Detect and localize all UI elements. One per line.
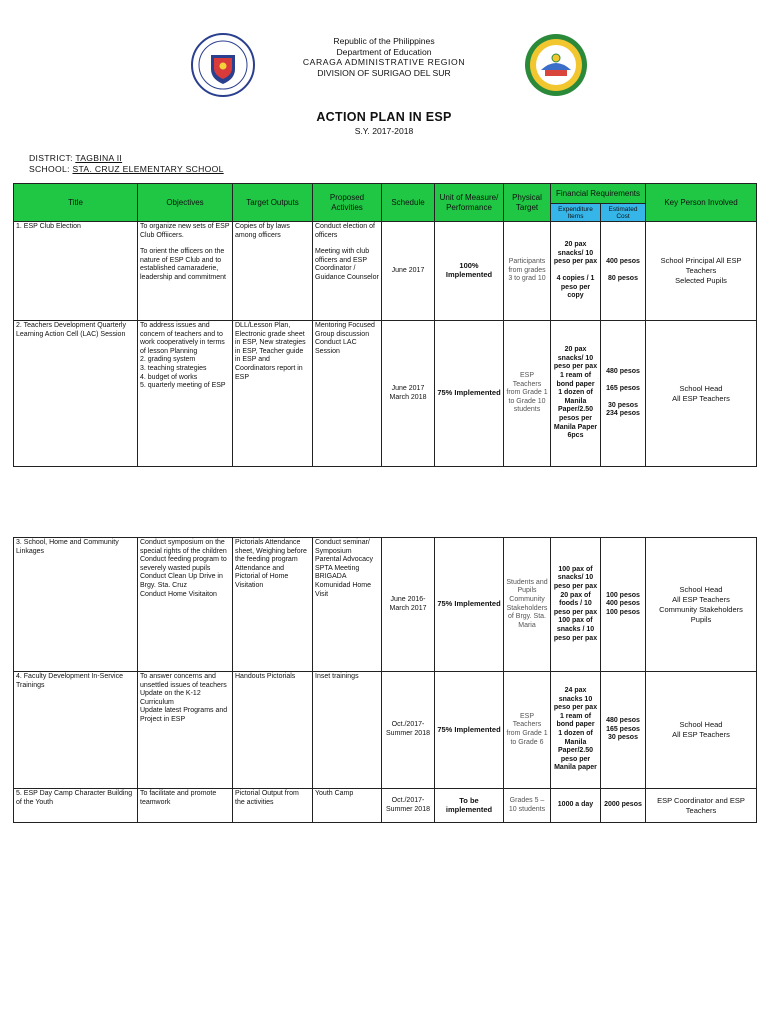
table-row <box>14 321 757 467</box>
document-title: ACTION PLAN IN ESP <box>316 110 452 124</box>
cell-key-person-line: All ESP Teachers <box>672 594 730 604</box>
cell-objectives-line: To address issues and concern of teachers and to work cooperatively in terms of lesson Planning <box>140 322 225 355</box>
cell-estimated-cost-line <box>603 394 643 402</box>
cell-title: 3. School, Home and Community Linkages <box>14 538 138 672</box>
cell-estimated-cost <box>601 321 646 467</box>
cell-physical-target: ESP Teachers from Grade 1 to Grade 6 <box>504 672 551 789</box>
table-row <box>14 789 757 823</box>
cell-expenditure-items <box>551 321 601 467</box>
cell-estimated-cost-line: 400 pesos <box>606 258 640 266</box>
col-header-title: Title <box>14 184 138 222</box>
cell-objectives-line: 2. grading system <box>140 356 196 364</box>
cell-key-person-line: All ESP Teachers <box>672 393 730 403</box>
cell-key-person-line: Community Stakeholders <box>659 604 743 614</box>
table-row <box>14 538 757 672</box>
cell-objectives <box>138 789 233 823</box>
cell-objectives-line: To orient the officers on the nature of ESP Club and to established camaraderie, leadership and commitment <box>140 248 226 281</box>
cell-estimated-cost-line: 2000 pesos <box>604 801 642 809</box>
letterhead-line-1: Republic of the Philippines <box>333 36 435 46</box>
cell-target-outputs-line: Copies of by laws among officers <box>235 223 290 239</box>
cell-estimated-cost-line <box>603 267 643 275</box>
cell-proposed-activities <box>313 538 382 672</box>
cell-expenditure-items <box>551 222 601 321</box>
cell-expenditure-items-line: 1 ream of bond paper <box>556 712 595 729</box>
letterhead <box>0 36 768 78</box>
cell-proposed-activities <box>313 789 382 823</box>
cell-key-person-line: School Head <box>679 584 723 594</box>
cell-proposed-activities-line: Meeting with club officers and ESP Coordinator / Guidance Counselor <box>315 248 379 281</box>
table-body <box>14 222 757 467</box>
cell-proposed-activities-line: Inset trainings <box>315 673 359 680</box>
cell-estimated-cost-line: 80 pesos <box>608 275 638 282</box>
cell-key-person-line: School Head <box>679 720 723 729</box>
cell-objectives-line: 3. teaching strategies <box>140 364 207 372</box>
cell-objectives <box>138 538 233 672</box>
cell-objectives-line: Update latest Programs and Project in ESP <box>140 707 228 723</box>
cell-expenditure-items-line: 100 pax of snacks / 10 peso per pax <box>553 617 598 642</box>
cell-schedule: Oct./2017- Summer 2018 <box>382 789 435 823</box>
cell-objectives-line: 4. budget of works <box>140 373 198 381</box>
cell-expenditure-items-line: 20 pax snacks/ 10 peso per pax <box>553 346 598 371</box>
cell-estimated-cost-line: 30 pesos 234 pesos <box>606 401 640 418</box>
cell-expenditure-items-line: 1 ream of bond paper <box>556 372 595 388</box>
cell-expenditure-items-line: 100 pax of snacks/ 10 peso per pax <box>553 565 598 591</box>
cell-estimated-cost-line: 100 pesos <box>606 591 640 599</box>
cell-physical-target: Grades 5 – 10 students <box>504 789 551 823</box>
cell-objectives-line: Update on the K-12 Curriculum <box>140 690 201 706</box>
cell-objectives-line: 5. quarterly meeting of ESP <box>140 382 226 390</box>
table-row <box>14 672 757 789</box>
cell-unit-of-measure: 100% Implemented <box>435 222 504 321</box>
cell-physical-target: Students and Pupils Community Stakeholders of Brgy. Sta. Maria <box>504 538 551 672</box>
cell-expenditure-items-line: 24 pax snacks 10 peso per pax <box>553 687 598 712</box>
col-header-objectives: Objectives <box>138 184 233 222</box>
cell-estimated-cost <box>601 222 646 321</box>
cell-key-person-line: School Principal All ESP Teachers <box>660 256 742 275</box>
cell-objectives <box>138 672 233 789</box>
cell-unit-of-measure: 75% Implemented <box>435 538 504 672</box>
cell-expenditure-items-line: 4 copies / 1 peso per copy <box>556 275 595 300</box>
col-header-key-person: Key Person Involved <box>646 184 757 222</box>
cell-key-person-line: ESP Coordinator and ESP Teachers <box>657 795 745 815</box>
cell-key-person <box>646 222 757 321</box>
cell-objectives-line: To answer concerns and unsettled issues of teachers <box>140 673 227 689</box>
cell-expenditure-items-line: 20 pax of foods / 10 peso per pax <box>553 591 598 616</box>
cell-schedule: June 2016- March 2017 <box>382 538 435 672</box>
cell-target-outputs <box>233 321 313 467</box>
cell-title: 5. ESP Day Camp Character Building of the Youth <box>14 789 138 823</box>
col-header-proposed-activities: Proposed Activities <box>313 184 382 222</box>
cell-objectives-line: Conduct Home Visitaiton <box>140 590 217 598</box>
cell-expenditure-items-line: 20 pax snacks/ 10 peso per pax <box>553 241 598 266</box>
cell-key-person-line: Selected Pupils <box>675 276 727 285</box>
cell-key-person-line: All ESP Teachers <box>672 730 730 739</box>
letterhead-line-2: Department of Education <box>336 46 432 57</box>
school-line <box>29 164 224 174</box>
col-header-physical-target: Physical Target <box>504 184 551 222</box>
cell-estimated-cost-line: 400 pesos <box>606 600 640 608</box>
col-header-schedule: Schedule <box>382 184 435 222</box>
cell-title: 2. Teachers Development Quarterly Learning Action Cell (LAC) Session <box>14 321 138 467</box>
cell-unit-of-measure: 75% Implemented <box>435 321 504 467</box>
cell-target-outputs <box>233 789 313 823</box>
cell-estimated-cost-line <box>603 377 643 385</box>
action-plan-table <box>13 183 757 467</box>
cell-estimated-cost <box>601 538 646 672</box>
cell-proposed-activities-line: Youth Camp <box>315 790 354 797</box>
school-label: SCHOOL: <box>29 164 70 174</box>
cell-unit-of-measure: 75% Implemented <box>435 672 504 789</box>
cell-objectives-line: Conduct symposium on the special rights of the children <box>140 539 227 555</box>
cell-target-outputs <box>233 222 313 321</box>
cell-target-outputs <box>233 538 313 672</box>
cell-target-outputs-line: Pictorials Attendance sheet, Weighing before the feeding program Attendance and Pictorial of Home Visitation <box>235 539 307 589</box>
cell-key-person-line: School Head <box>679 383 723 393</box>
cell-unit-of-measure: To be implemented <box>435 789 504 823</box>
cell-expenditure-items <box>551 672 601 789</box>
cell-target-outputs-line: Handouts Pictorials <box>235 673 296 680</box>
cell-estimated-cost-line: 165 pesos <box>606 384 640 392</box>
cell-proposed-activities-line <box>315 240 379 248</box>
cell-target-outputs <box>233 672 313 789</box>
cell-objectives <box>138 321 233 467</box>
col-header-unit-of-measure: Unit of Measure/ Performance <box>435 184 504 222</box>
cell-proposed-activities-line: Conduct election of officers <box>315 223 375 239</box>
letterhead-line-3: CARAGA ADMINISTRATIVE REGION <box>302 57 466 67</box>
cell-target-outputs-line: Pictorial Output from the activities <box>235 790 299 806</box>
cell-proposed-activities <box>313 321 382 467</box>
cell-estimated-cost-line: 100 pesos <box>606 608 640 616</box>
cell-estimated-cost-line: 30 pesos <box>608 734 638 742</box>
cell-expenditure-items-line: 1000 a day <box>557 801 594 809</box>
cell-schedule: June 2017 <box>382 222 435 321</box>
letterhead-line-4: DIVISION OF SURIGAO DEL SUR <box>317 67 451 78</box>
cell-proposed-activities <box>313 672 382 789</box>
cell-proposed-activities-line: Mentoring Focused Group discussion Conduct LAC Session <box>315 322 375 355</box>
cell-physical-target: ESP Teachers from Grade 1 to Grade 10 students <box>504 321 551 467</box>
cell-schedule: June 2017 March 2018 <box>382 321 435 467</box>
cell-key-person <box>646 672 757 789</box>
col-header-target-outputs: Target Outputs <box>233 184 313 222</box>
cell-objectives-line: To facilitate and promote teamwork <box>140 790 217 806</box>
cell-objectives-line: Conduct Clean Up Drive in Brgy. Sta. Cruz <box>140 573 223 589</box>
col-header-expenditure-items: Expenditure Items <box>551 204 601 222</box>
cell-proposed-activities-line: Conduct seminar/ Symposium Parental Advocacy SPTA Meeting BRIGADA Komunidad Home Visit <box>315 539 373 598</box>
school-year: S.Y. 2017-2018 <box>354 126 414 136</box>
cell-expenditure-items-line: 1 dozen of Manila Paper/2.50 peso per Manila paper <box>554 730 597 772</box>
cell-title: 1. ESP Club Election <box>14 222 138 321</box>
cell-estimated-cost <box>601 789 646 823</box>
district-line <box>29 153 122 163</box>
col-header-estimated-cost: Estimated Cost <box>601 204 646 222</box>
cell-objectives-line: Conduct feeding program to severely wasted pupils <box>140 556 227 572</box>
cell-key-person-line: Pupils <box>690 614 712 624</box>
cell-objectives-line <box>140 240 230 248</box>
cell-estimated-cost-line: 480 pesos <box>606 368 640 376</box>
cell-estimated-cost <box>601 672 646 789</box>
cell-physical-target: Participants from grades 3 to grad 10 <box>504 222 551 321</box>
district-value: TAGBINA II <box>75 153 123 163</box>
cell-target-outputs-line: DLL/Lesson Plan, Electronic grade sheet in ESP, New strategies in ESP, Teacher guide in ESP and Coordinators report in ESP <box>235 322 306 381</box>
cell-objectives <box>138 222 233 321</box>
cell-expenditure-items-line <box>553 267 598 275</box>
cell-estimated-cost-line: 480 pesos <box>606 717 640 725</box>
cell-key-person <box>646 321 757 467</box>
cell-estimated-cost-line: 165 pesos <box>606 725 640 733</box>
district-label: DISTRICT: <box>29 153 73 163</box>
table-row <box>14 222 757 321</box>
cell-key-person <box>646 789 757 823</box>
table-body <box>14 538 757 823</box>
cell-proposed-activities <box>313 222 382 321</box>
cell-objectives-line: To organize new sets of ESP Club Offiicers. <box>140 223 230 239</box>
action-plan-table-continued <box>13 537 757 823</box>
cell-key-person <box>646 538 757 672</box>
cell-expenditure-items <box>551 789 601 823</box>
cell-schedule: Oct./2017- Summer 2018 <box>382 672 435 789</box>
cell-expenditure-items-line: 1 dozen of Manila Paper/2.50 pesos per Manila Paper 6pcs <box>553 389 598 440</box>
school-value: STA. CRUZ ELEMENTARY SCHOOL <box>72 164 224 174</box>
col-header-financial: Financial Requirements <box>551 184 646 204</box>
cell-title: 4. Faculty Development In-Service Trainings <box>14 672 138 789</box>
cell-expenditure-items <box>551 538 601 672</box>
